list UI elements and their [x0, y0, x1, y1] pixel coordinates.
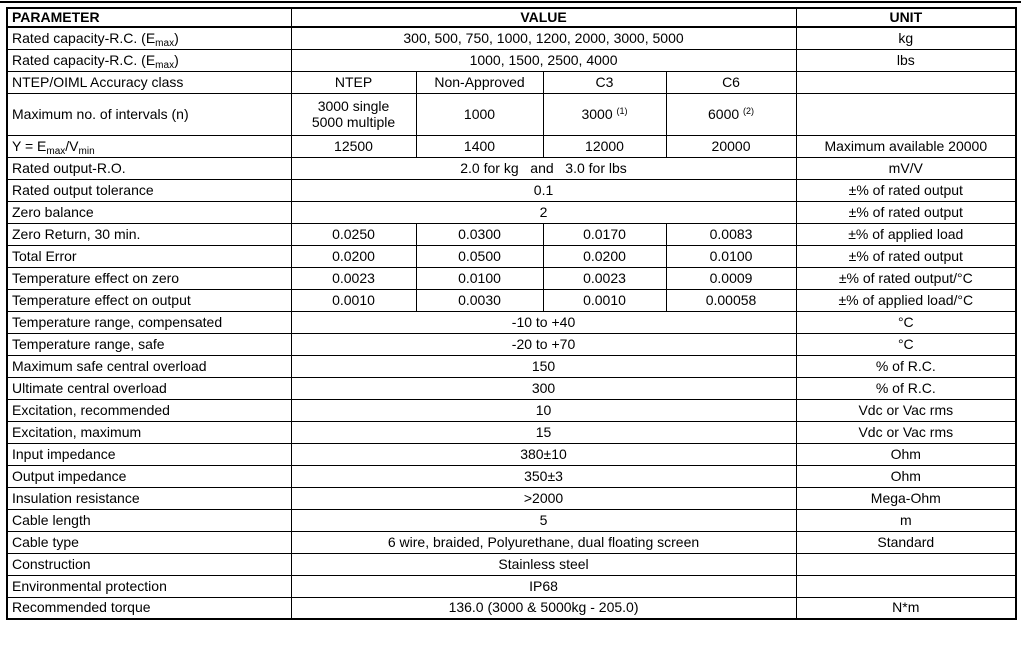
param-cell: Total Error [7, 245, 291, 267]
unit-cell: % of R.C. [796, 377, 1016, 399]
table-row-max-intervals [7, 93, 1016, 135]
param-cell: Insulation resistance [7, 487, 291, 509]
param-cell: Temperature effect on zero [7, 267, 291, 289]
value-cell-c6 [666, 93, 796, 135]
value-cell-c3: C3 [543, 71, 666, 93]
table-row-excitation-maximum [7, 421, 1016, 443]
table-row-recommended-torque [7, 597, 1016, 619]
param-cell: Cable length [7, 509, 291, 531]
table-row-zero-balance [7, 201, 1016, 223]
value-cell-non-approved: 0.0030 [416, 289, 543, 311]
value-cell-c6: 0.0100 [666, 245, 796, 267]
table-row-construction [7, 553, 1016, 575]
value-cell-c3: 12000 [543, 135, 666, 157]
value-cell: -20 to +70 [291, 333, 796, 355]
value-cell-non-approved: 1000 [416, 93, 543, 135]
table-row-rated-capacity-lbs [7, 49, 1016, 71]
value-cell: 0.1 [291, 179, 796, 201]
param-cell: Ultimate central overload [7, 377, 291, 399]
param-cell: Zero balance [7, 201, 291, 223]
subscript-max: max [46, 145, 66, 157]
value-cell: -10 to +40 [291, 311, 796, 333]
param-cell: Temperature range, compensated [7, 311, 291, 333]
unit-cell: mV/V [796, 157, 1016, 179]
table-row-max-safe-overload [7, 355, 1016, 377]
param-text: Y = E [12, 137, 47, 154]
unit-cell: % of R.C. [796, 355, 1016, 377]
value-cell: 300, 500, 750, 1000, 1200, 2000, 3000, 5000 [291, 27, 796, 49]
unit-cell: ±% of rated output [796, 201, 1016, 223]
value-cell: 5 [291, 509, 796, 531]
unit-cell: ±% of rated output/°C [796, 267, 1016, 289]
subscript-max: max [155, 59, 175, 71]
param-cell: Maximum safe central overload [7, 355, 291, 377]
value-cell-c6: C6 [666, 71, 796, 93]
value-cell-ntep: 0.0250 [291, 223, 416, 245]
unit-cell: Ohm [796, 443, 1016, 465]
unit-cell: Mega-Ohm [796, 487, 1016, 509]
param-text: Rated capacity-R.C. (E [12, 29, 156, 46]
value-cell-c3: 0.0010 [543, 289, 666, 311]
header-value: VALUE [291, 8, 796, 27]
param-cell: Input impedance [7, 443, 291, 465]
spec-table-container [6, 7, 1017, 620]
value-text: 6000 [708, 105, 740, 122]
param-cell [7, 135, 291, 157]
table-row-temp-range-safe [7, 333, 1016, 355]
param-cell: Construction [7, 553, 291, 575]
param-cell: Temperature range, safe [7, 333, 291, 355]
value-cell: 380±10 [291, 443, 796, 465]
unit-cell: lbs [796, 49, 1016, 71]
param-cell: Excitation, recommended [7, 399, 291, 421]
param-cell: Temperature effect on output [7, 289, 291, 311]
value-cell: 10 [291, 399, 796, 421]
param-text: /V [65, 137, 79, 154]
value-cell-ntep: 12500 [291, 135, 416, 157]
param-text: ) [174, 29, 179, 46]
value-cell: 2 [291, 201, 796, 223]
header-parameter: PARAMETER [7, 8, 291, 27]
value-cell-c6: 20000 [666, 135, 796, 157]
header-unit: UNIT [796, 8, 1016, 27]
table-row-accuracy-class [7, 71, 1016, 93]
value-cell-c6: 0.00058 [666, 289, 796, 311]
table-row-cable-type [7, 531, 1016, 553]
param-cell [7, 49, 291, 71]
unit-cell: °C [796, 333, 1016, 355]
table-row-temp-effect-zero [7, 267, 1016, 289]
value-cell-non-approved: 1400 [416, 135, 543, 157]
table-row-cable-length [7, 509, 1016, 531]
value-text: 3000 [581, 105, 613, 122]
footnote-1: (1) [616, 105, 628, 116]
value-cell-c3 [543, 93, 666, 135]
unit-cell: ±% of applied load/°C [796, 289, 1016, 311]
value-line: 3000 single [317, 98, 390, 114]
unit-cell: Standard [796, 531, 1016, 553]
value-cell: 350±3 [291, 465, 796, 487]
value-cell: 15 [291, 421, 796, 443]
unit-cell: °C [796, 311, 1016, 333]
table-row-excitation-recommended [7, 399, 1016, 421]
table-row-environmental-protection [7, 575, 1016, 597]
param-cell: Excitation, maximum [7, 421, 291, 443]
param-cell: NTEP/OIML Accuracy class [7, 71, 291, 93]
value-cell: 2.0 for kg and 3.0 for lbs [291, 157, 796, 179]
value-cell: >2000 [291, 487, 796, 509]
table-row-ultimate-overload [7, 377, 1016, 399]
param-cell: Cable type [7, 531, 291, 553]
unit-cell: kg [796, 27, 1016, 49]
table-header-row [7, 8, 1016, 27]
footnote-2: (2) [743, 105, 755, 116]
unit-cell: Vdc or Vac rms [796, 421, 1016, 443]
param-cell: Zero Return, 30 min. [7, 223, 291, 245]
value-cell-c3: 0.0023 [543, 267, 666, 289]
value-cell-ntep: 0.0200 [291, 245, 416, 267]
table-row-rated-output-tolerance [7, 179, 1016, 201]
top-divider-rule [0, 1, 1021, 3]
param-cell: Rated output-R.O. [7, 157, 291, 179]
unit-cell: Maximum available 20000 [796, 135, 1016, 157]
value-cell-c6: 0.0009 [666, 267, 796, 289]
value-cell-ntep [291, 93, 416, 135]
value-cell: 1000, 1500, 2500, 4000 [291, 49, 796, 71]
unit-cell: m [796, 509, 1016, 531]
value-cell: IP68 [291, 575, 796, 597]
unit-cell: ±% of rated output [796, 245, 1016, 267]
table-row-rated-output [7, 157, 1016, 179]
table-row-temp-effect-output [7, 289, 1016, 311]
param-cell: Output impedance [7, 465, 291, 487]
load-cell-spec-table [6, 7, 1017, 620]
table-row-output-impedance [7, 465, 1016, 487]
value-cell-c3: 0.0170 [543, 223, 666, 245]
unit-cell [796, 71, 1016, 93]
value-cell-non-approved: 0.0300 [416, 223, 543, 245]
param-cell: Maximum no. of intervals (n) [7, 93, 291, 135]
param-cell [7, 27, 291, 49]
value-cell: 6 wire, braided, Polyurethane, dual floating screen [291, 531, 796, 553]
unit-cell: ±% of applied load [796, 223, 1016, 245]
table-row-total-error [7, 245, 1016, 267]
table-row-rated-capacity-kg [7, 27, 1016, 49]
table-row-input-impedance [7, 443, 1016, 465]
value-cell-ntep: NTEP [291, 71, 416, 93]
value-cell-non-approved: Non-Approved [416, 71, 543, 93]
unit-cell [796, 93, 1016, 135]
param-cell: Environmental protection [7, 575, 291, 597]
value-cell: 300 [291, 377, 796, 399]
table-row-temp-range-compensated [7, 311, 1016, 333]
value-cell-c6: 0.0083 [666, 223, 796, 245]
table-row-zero-return [7, 223, 1016, 245]
unit-cell: Vdc or Vac rms [796, 399, 1016, 421]
unit-cell: ±% of rated output [796, 179, 1016, 201]
table-row-insulation-resistance [7, 487, 1016, 509]
value-cell: 150 [291, 355, 796, 377]
subscript-min: min [78, 145, 95, 157]
unit-cell: Ohm [796, 465, 1016, 487]
unit-cell [796, 575, 1016, 597]
value-cell-non-approved: 0.0100 [416, 267, 543, 289]
value-cell: Stainless steel [291, 553, 796, 575]
param-text: Rated capacity-R.C. (E [12, 51, 156, 68]
unit-cell: N*m [796, 597, 1016, 619]
subscript-max: max [155, 37, 175, 49]
unit-cell [796, 553, 1016, 575]
value-line: 5000 multiple [311, 114, 396, 130]
value-cell-ntep: 0.0010 [291, 289, 416, 311]
value-cell-ntep: 0.0023 [291, 267, 416, 289]
value-cell: 136.0 (3000 & 5000kg - 205.0) [291, 597, 796, 619]
param-cell: Recommended torque [7, 597, 291, 619]
value-cell-non-approved: 0.0500 [416, 245, 543, 267]
value-cell-c3: 0.0200 [543, 245, 666, 267]
param-text: ) [174, 51, 179, 68]
param-cell: Rated output tolerance [7, 179, 291, 201]
table-row-y-ratio [7, 135, 1016, 157]
